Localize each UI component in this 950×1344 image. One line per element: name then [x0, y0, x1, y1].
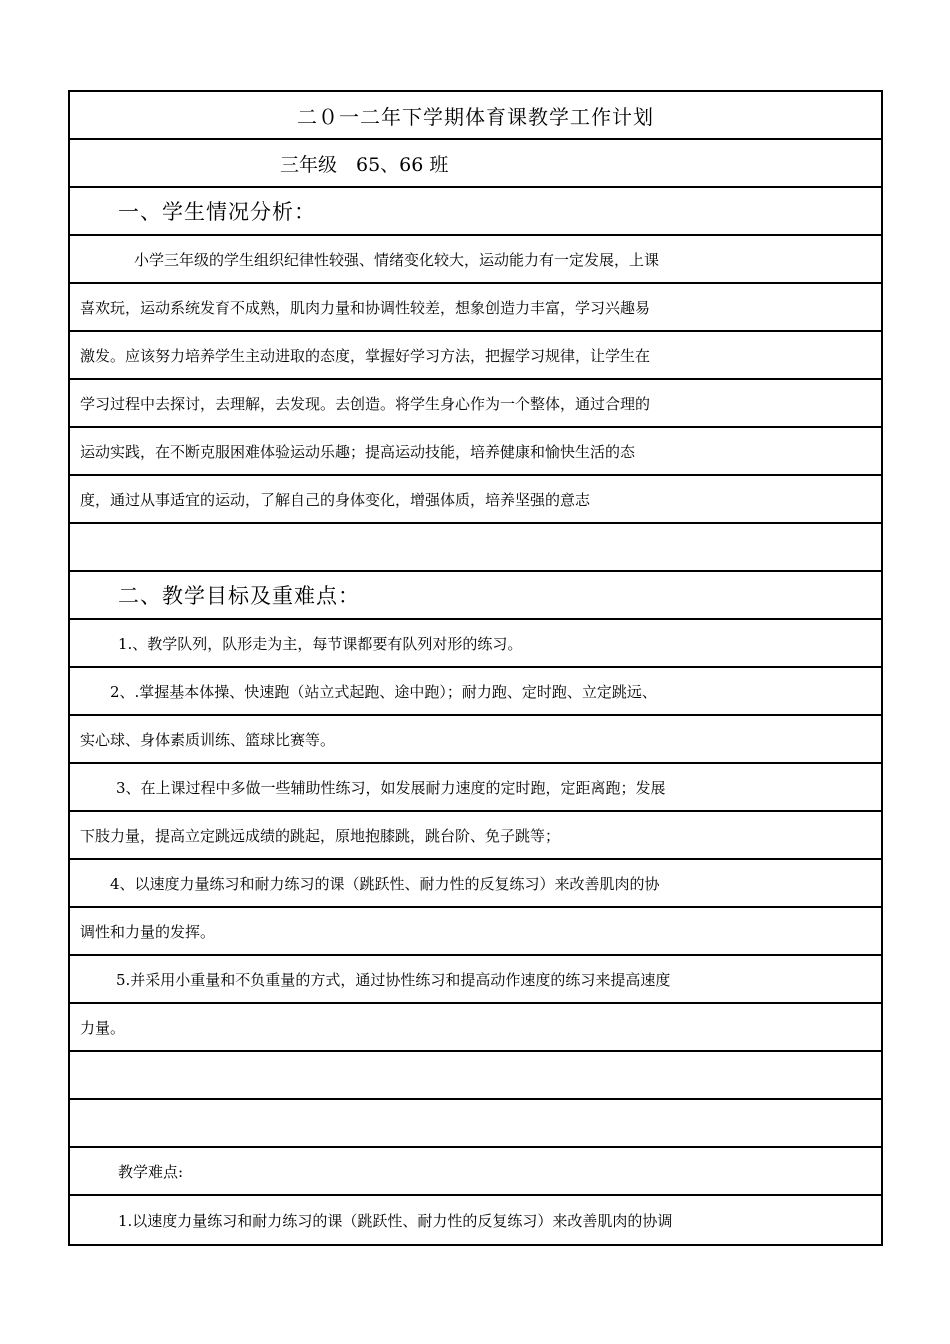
- goal-item: 2、.掌握基本体操、快速跑（站立式起跑、途中跑）；耐力跑、定时跑、立定跳远、: [110, 682, 657, 701]
- text-row: [70, 956, 881, 1004]
- section-heading-row: [70, 572, 881, 620]
- goal-item: 3、在上课过程中多做一些辅助性练习，如发展耐力速度的定时跑，定距离跑；发展: [116, 778, 666, 797]
- text-row: [70, 716, 881, 764]
- plan-table: [68, 90, 883, 1246]
- section-heading-row: [70, 188, 881, 236]
- section-heading-goals: 二、教学目标及重难点：: [118, 584, 360, 608]
- text-row: [70, 380, 881, 428]
- difficulty-item: 1.以速度力量练习和耐力练习的课（跳跃性、耐力性的反复练习）来改善肌肉的协调: [118, 1211, 673, 1230]
- goal-item-continued: 下肢力量，提高立定跳远成绩的跳起，原地抱膝跳，跳台阶、免子跳等；: [80, 826, 561, 845]
- text-row: [70, 860, 881, 908]
- goal-item-continued: 力量。: [80, 1018, 126, 1037]
- text-row: [70, 284, 881, 332]
- goal-item: 4、以速度力量练习和耐力练习的课（跳跃性、耐力性的反复练习）来改善肌肉的协: [110, 874, 660, 893]
- class-info-row: [70, 140, 881, 188]
- text-row: [70, 1148, 881, 1196]
- text-row: [70, 1196, 881, 1244]
- empty-row: [70, 524, 881, 572]
- text-row: [70, 620, 881, 668]
- analysis-line: 运动实践，在不断克服困难体验运动乐趣；提高运动技能，培养健康和愉快生活的态: [80, 442, 636, 461]
- class-info: 三年级 65、66 班: [280, 153, 449, 176]
- document-title: 二０一二年下学期体育课教学工作计划: [297, 104, 654, 129]
- goal-item-continued: 调性和力量的发挥。: [80, 922, 216, 941]
- empty-row: [70, 1052, 881, 1100]
- section-heading-student-analysis: 一、学生情况分析：: [118, 200, 316, 224]
- analysis-line: 小学三年级的学生组织纪律性较强、情绪变化较大，运动能力有一定发展，上课: [134, 250, 660, 269]
- text-row: [70, 428, 881, 476]
- text-row: [70, 332, 881, 380]
- analysis-line: 学习过程中去探讨，去理解，去发现。去创造。将学生身心作为一个整体，通过合理的: [80, 394, 651, 413]
- analysis-line: 度，通过从事适宜的运动，了解自己的身体变化，增强体质，培养坚强的意志: [80, 490, 591, 509]
- text-row: [70, 908, 881, 956]
- text-row: [70, 668, 881, 716]
- text-row: [70, 476, 881, 524]
- analysis-line: 激发。应该努力培养学生主动进取的态度，掌握好学习方法，把握学习规律，让学生在: [80, 346, 651, 365]
- text-row: [70, 812, 881, 860]
- goal-item-continued: 实心球、身体素质训练、篮球比赛等。: [80, 730, 336, 749]
- goal-item: 1.、教学队列，队形走为主，每节课都要有队列对形的练习。: [118, 634, 523, 653]
- text-row: [70, 764, 881, 812]
- analysis-line: 喜欢玩，运动系统发育不成熟，肌肉力量和协调性较差，想象创造力丰富，学习兴趣易: [80, 298, 651, 317]
- document-title-row: [70, 92, 881, 140]
- text-row: [70, 236, 881, 284]
- difficulty-heading: 教学难点:: [118, 1162, 184, 1181]
- goal-item: 5.并采用小重量和不负重量的方式，通过协性练习和提高动作速度的练习来提高速度: [116, 970, 671, 989]
- empty-row: [70, 1100, 881, 1148]
- text-row: [70, 1004, 881, 1052]
